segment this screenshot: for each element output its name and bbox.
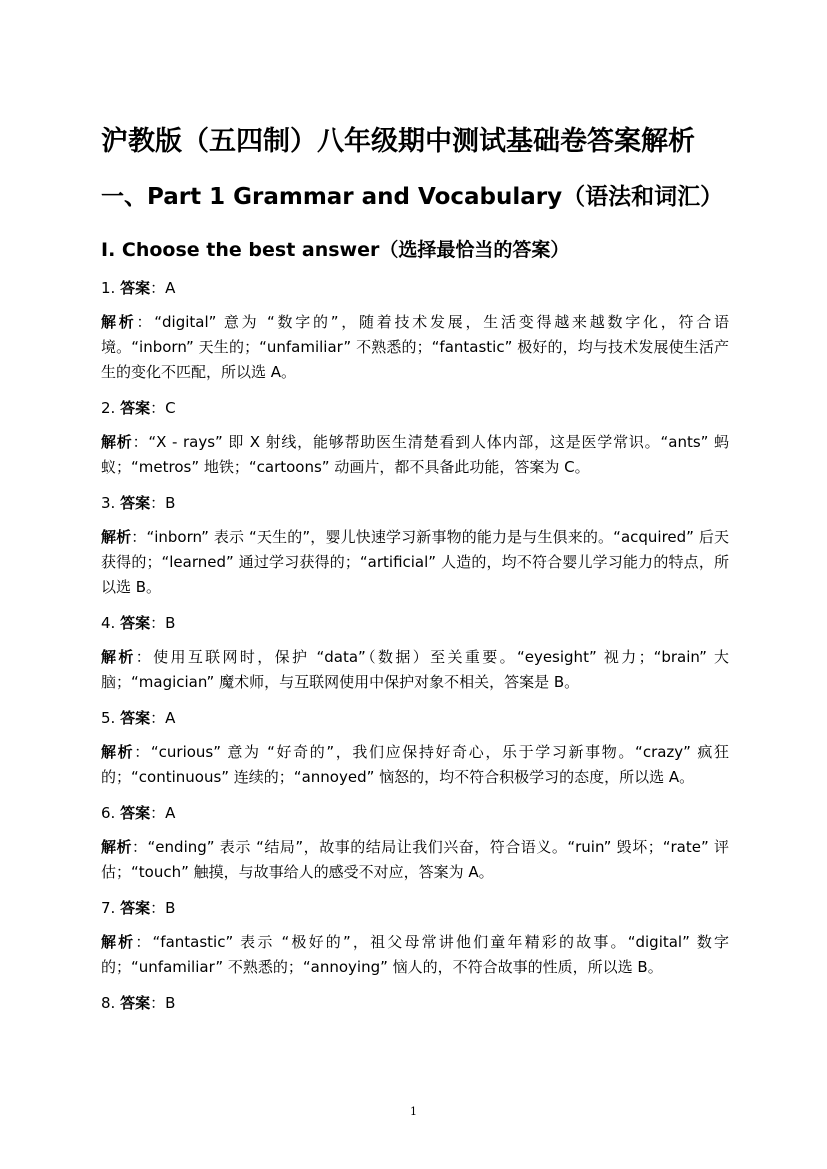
answer-line: [101, 396, 729, 420]
analysis-label: 解析: [101, 433, 133, 451]
answer-label: 答案: [120, 279, 151, 297]
analysis-label: 解析: [101, 743, 135, 761]
document-title: 沪教版（五四制）八年级期中测试基础卷答案解析: [101, 126, 695, 157]
question-number: 8.: [101, 994, 116, 1012]
analysis-label: 解析: [101, 933, 136, 951]
analysis-text: ：“curious” 意为 “好奇的”，我们应保持好奇心，乐于学习新事物。“crazy” 疯狂的；“continuous” 连续的；“annoyed” 恼怒的，均不符合积极学习的态度，所以选 A。: [101, 743, 729, 786]
answer-value: ：A: [150, 804, 176, 822]
analysis-paragraph: [101, 930, 729, 980]
answer-label: 答案: [120, 614, 151, 632]
analysis-label: 解析: [101, 648, 136, 666]
analysis-paragraph: [101, 430, 729, 480]
answer-label: 答案: [120, 399, 151, 417]
analysis-paragraph: [101, 740, 729, 790]
analysis-text: ：“fantastic” 表示 “极好的”，祖父母常讲他们童年精彩的故事。“digital” 数字的；“unfamiliar” 不熟悉的；“annoying” 恼人的，不符合故事的性质，所以选 B。: [101, 933, 729, 976]
analysis-paragraph: [101, 310, 729, 385]
answer-line: [101, 991, 729, 1015]
analysis-paragraph: [101, 835, 729, 885]
analysis-paragraph: [101, 645, 729, 695]
analysis-text: ：“X - rays” 即 X 射线，能够帮助医生清楚看到人体内部，这是医学常识。“ants” 蚂蚁；“metros” 地铁；“cartoons” 动画片，都不具备此功能，答案为 C。: [101, 433, 729, 476]
document-content: [101, 124, 729, 1025]
analysis-paragraph: [101, 525, 729, 600]
analysis-text: ：“ending” 表示 “结局”，故事的结局让我们兴奋，符合语义。“ruin” 毁坏；“rate” 评估；“touch” 触摸，与故事给人的感受不对应，答案为 A。: [101, 838, 729, 881]
answer-line: [101, 491, 729, 515]
answer-value: ：A: [150, 709, 176, 727]
answer-value: ：A: [150, 279, 176, 297]
analysis-label: 解析: [101, 838, 133, 856]
answer-value: ：B: [150, 899, 176, 917]
question-number: 3.: [101, 494, 116, 512]
answer-value: ：B: [150, 614, 176, 632]
analysis-text: ：“inborn” 表示 “天生的”，婴儿快速学习新事物的能力是与生俱来的。“acquired” 后天获得的；“learned” 通过学习获得的；“artificial” 人造的，均不符合婴儿学习能力的特点，所以选 B。: [101, 528, 729, 596]
section-heading: I. Choose the best answer（选择最恰当的答案）: [101, 239, 570, 261]
analysis-text: ：使用互联网时，保护 “data”（数据）至关重要。“eyesight” 视力；“brain” 大脑；“magician” 魔术师，与互联网使用中保护对象不相关，答案是 B。: [101, 648, 729, 691]
answer-line: [101, 611, 729, 635]
question-number: 4.: [101, 614, 116, 632]
answer-line: [101, 276, 729, 300]
analysis-label: 解析: [101, 313, 137, 331]
answer-line: [101, 896, 729, 920]
answer-value: ：C: [150, 399, 176, 417]
question-number: 5.: [101, 709, 116, 727]
part-heading: 一、Part 1 Grammar and Vocabulary（语法和词汇）: [101, 184, 724, 210]
answer-label: 答案: [120, 994, 151, 1012]
question-number: 2.: [101, 399, 116, 417]
answer-label: 答案: [120, 899, 151, 917]
question-number: 7.: [101, 899, 116, 917]
analysis-text: ：“digital” 意为 “数字的”，随着技术发展，生活变得越来越数字化，符合语境。“inborn” 天生的；“unfamiliar” 不熟悉的；“fantastic” 极好的，均与技术发展使生活产生的变化不匹配，所以选 A。: [101, 313, 729, 381]
answer-label: 答案: [120, 709, 151, 727]
answer-value: ：B: [150, 494, 176, 512]
answer-label: 答案: [120, 804, 151, 822]
analysis-label: 解析: [101, 528, 132, 546]
answer-list: [101, 276, 729, 1015]
answer-line: [101, 801, 729, 825]
question-number: 1.: [101, 279, 116, 297]
answer-line: [101, 706, 729, 730]
answer-value: ：B: [150, 994, 176, 1012]
answer-label: 答案: [120, 494, 151, 512]
question-number: 6.: [101, 804, 116, 822]
page-number: 1: [410, 1105, 417, 1118]
